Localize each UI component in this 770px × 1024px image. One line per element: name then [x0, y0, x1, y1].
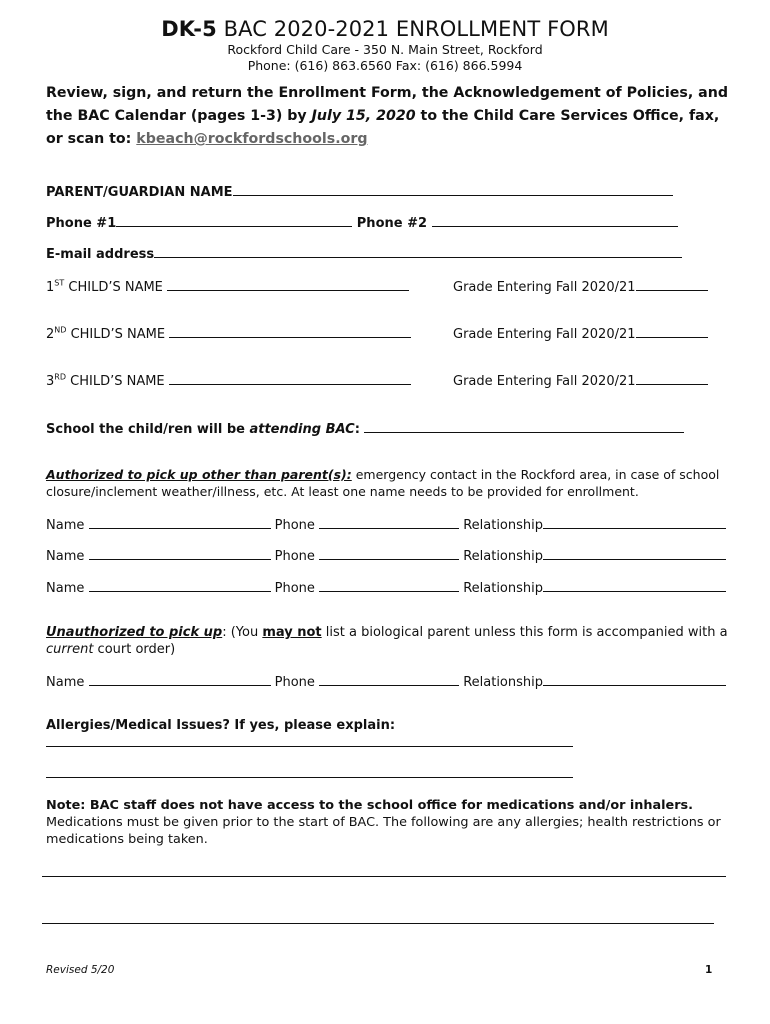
school-label-c: : — [354, 422, 360, 437]
email-row — [46, 243, 682, 262]
form-title — [0, 17, 770, 41]
phone-row — [46, 212, 678, 231]
authorized-heading: Authorized to pick up other than parent(s): — [46, 467, 352, 482]
child3-grade — [453, 370, 708, 389]
phone-label: Phone — [274, 549, 315, 564]
authorized-name-field-2[interactable] — [89, 545, 271, 560]
authorized-row-3 — [46, 577, 726, 596]
page-number: 1 — [705, 964, 713, 976]
unauthorized-relationship-field[interactable] — [543, 671, 726, 686]
child2-grade — [453, 323, 708, 342]
allergies-label: Allergies/Medical Issues? If yes, please explain: — [46, 718, 396, 733]
email-label: E-mail address — [46, 247, 155, 262]
address-line: Rockford Child Care - 350 N. Main Street, Rockford — [227, 42, 543, 57]
may-not: may not — [262, 625, 322, 640]
parent-guardian-row — [46, 181, 673, 200]
school-field[interactable] — [364, 418, 684, 433]
child1-grade-label: Grade Entering Fall 2020/21 — [453, 280, 636, 295]
authorized-text: emergency contact in the Rockford area, in case of school closure/inclement weather/illness, etc. At least one name needs to be provided for enrollment. — [46, 467, 720, 499]
child3-label: CHILD’S NAME — [70, 374, 165, 389]
child1-row — [46, 276, 409, 295]
unauthorized-heading: Unauthorized to pick up — [46, 625, 223, 640]
child2-ordinal: 2 — [46, 327, 55, 342]
unauthorized-name-field[interactable] — [89, 671, 271, 686]
unauthorized-text-c: court order) — [93, 642, 176, 657]
relationship-label: Relationship — [463, 549, 544, 564]
child3-grade-field[interactable] — [636, 370, 708, 385]
parent-name-field[interactable] — [233, 181, 673, 196]
email-field[interactable] — [154, 243, 682, 258]
phone-fax-line: Phone: (616) 863.6560 Fax: (616) 866.5994 — [247, 58, 523, 73]
child3-ordinal: 3 — [46, 374, 55, 389]
child2-row — [46, 323, 411, 342]
phone-label: Phone — [274, 675, 315, 690]
relationship-label: Relationship — [463, 518, 544, 533]
child2-grade-field[interactable] — [636, 323, 708, 338]
authorized-phone-field-3[interactable] — [319, 577, 459, 592]
child1-name-field[interactable] — [167, 276, 409, 291]
phone1-label: Phone #1 — [46, 216, 117, 231]
phone2-label: Phone #2 — [356, 216, 428, 231]
child1-ordinal: 1 — [46, 280, 55, 295]
instructions — [46, 82, 736, 151]
unauthorized-colon: : (You — [222, 625, 263, 640]
phone2-field[interactable] — [432, 212, 678, 227]
authorized-relationship-field-3[interactable] — [543, 577, 726, 592]
instructions-part2: to the Child Care Services Office, fax, or scan to: — [46, 108, 720, 147]
current-word: current — [46, 642, 94, 657]
child3-grade-label: Grade Entering Fall 2020/21 — [453, 374, 636, 389]
child2-grade-label: Grade Entering Fall 2020/21 — [453, 327, 636, 342]
authorized-phone-field-2[interactable] — [319, 545, 459, 560]
child1-grade-field[interactable] — [636, 276, 708, 291]
unauthorized-text-b: list a biological parent unless this form is accompanied with a — [321, 625, 728, 640]
authorized-row-2 — [46, 545, 726, 564]
note-text: Medications must be given prior to the start of BAC. The following are any allergies; health restrictions or medications being taken. — [46, 815, 721, 847]
name-label: Name — [46, 549, 85, 564]
relationship-label: Relationship — [463, 581, 544, 596]
note-bold: Note: BAC staff does not have access to the school office for medications and/or inhalers. — [46, 798, 694, 813]
child1-grade — [453, 276, 708, 295]
school-row — [46, 418, 684, 437]
note-section — [46, 797, 736, 848]
phone-label: Phone — [274, 518, 315, 533]
deadline: July 15, 2020 — [311, 108, 416, 124]
authorized-row-1 — [46, 514, 726, 533]
child3-name-field[interactable] — [169, 370, 411, 385]
relationship-label: Relationship — [463, 675, 544, 690]
authorized-name-field-1[interactable] — [89, 514, 271, 529]
authorized-name-field-3[interactable] — [89, 577, 271, 592]
child3-row — [46, 370, 411, 389]
allergies-line-2[interactable] — [46, 777, 573, 778]
child2-name-field[interactable] — [169, 323, 411, 338]
form-code: DK-5 — [161, 17, 217, 41]
school-label-a: School the child/ren will be — [46, 422, 250, 437]
medications-line-1[interactable] — [42, 876, 726, 877]
child3-ordinal-sup: RD — [54, 372, 66, 382]
child1-label: CHILD’S NAME — [68, 280, 163, 295]
revised-date: Revised 5/20 — [46, 964, 115, 976]
instructions-part1: Review, sign, and return the Enrollment Form, the Acknowledgement of Policies, and the BAC Calendar (pages 1-3) by — [46, 85, 729, 124]
name-label: Name — [46, 581, 85, 596]
form-title-text: BAC 2020-2021 ENROLLMENT FORM — [216, 17, 609, 41]
parent-name-label: PARENT/GUARDIAN NAME — [46, 185, 233, 200]
authorized-relationship-field-1[interactable] — [543, 514, 726, 529]
authorized-phone-field-1[interactable] — [319, 514, 459, 529]
authorized-section — [46, 466, 736, 500]
unauthorized-row — [46, 671, 726, 690]
email-link[interactable]: kbeach@rockfordschools.org — [136, 131, 368, 147]
authorized-relationship-field-2[interactable] — [543, 545, 726, 560]
unauthorized-section — [46, 624, 736, 658]
allergies-line-1[interactable] — [46, 746, 573, 747]
child2-ordinal-sup: ND — [54, 325, 67, 335]
name-label: Name — [46, 675, 85, 690]
child2-label: CHILD’S NAME — [70, 327, 166, 342]
medications-line-2[interactable] — [42, 923, 714, 924]
school-label-b: attending BAC — [249, 422, 355, 437]
unauthorized-phone-field[interactable] — [319, 671, 459, 686]
phone-label: Phone — [274, 581, 315, 596]
name-label: Name — [46, 518, 85, 533]
phone1-field[interactable] — [116, 212, 352, 227]
child1-ordinal-sup: ST — [54, 278, 65, 288]
